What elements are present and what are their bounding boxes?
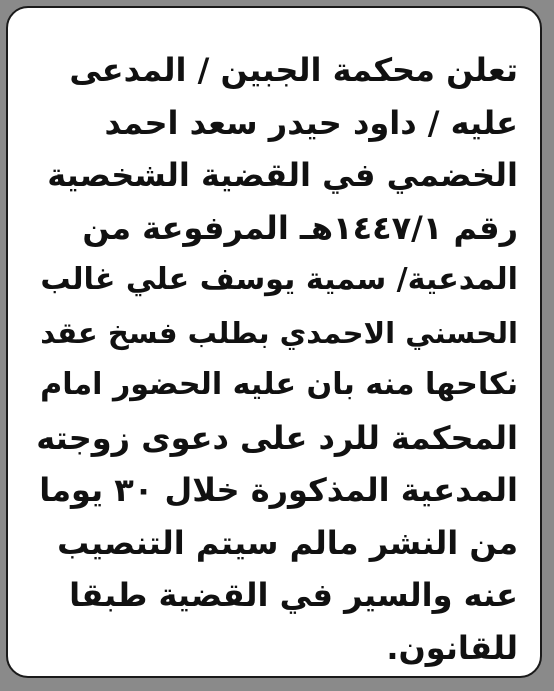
notice-line: المحكمة للرد على دعوى زوجته — [36, 418, 518, 457]
legal-notice-box — [6, 6, 542, 678]
notice-line: الخضمي في القضية الشخصية — [47, 156, 518, 194]
notice-line: الحسني الاحمدي بطلب فسخ عقد — [40, 315, 518, 350]
notice-line: من النشر مالم سيتم التنصيب — [57, 523, 518, 562]
notice-line: تعلن محكمة الجبين / المدعى — [69, 51, 518, 89]
notice-line: المدعية المذكورة خلال ٣٠ يوما — [39, 471, 518, 509]
notice-line: عنه والسير في القضية طبقا — [69, 576, 518, 614]
notice-line: للقانون. — [386, 628, 518, 667]
notice-line: المدعية/ سمية يوسف علي غالب — [40, 262, 518, 297]
notice-line: رقم ١٤٤٧/١هـ المرفوعة من — [82, 208, 518, 247]
notice-line: نكاحها منه بان عليه الحضور امام — [40, 367, 518, 402]
legal-notice-text — [30, 44, 518, 674]
notice-line: عليه / داود حيدر سعد احمد — [104, 103, 518, 142]
